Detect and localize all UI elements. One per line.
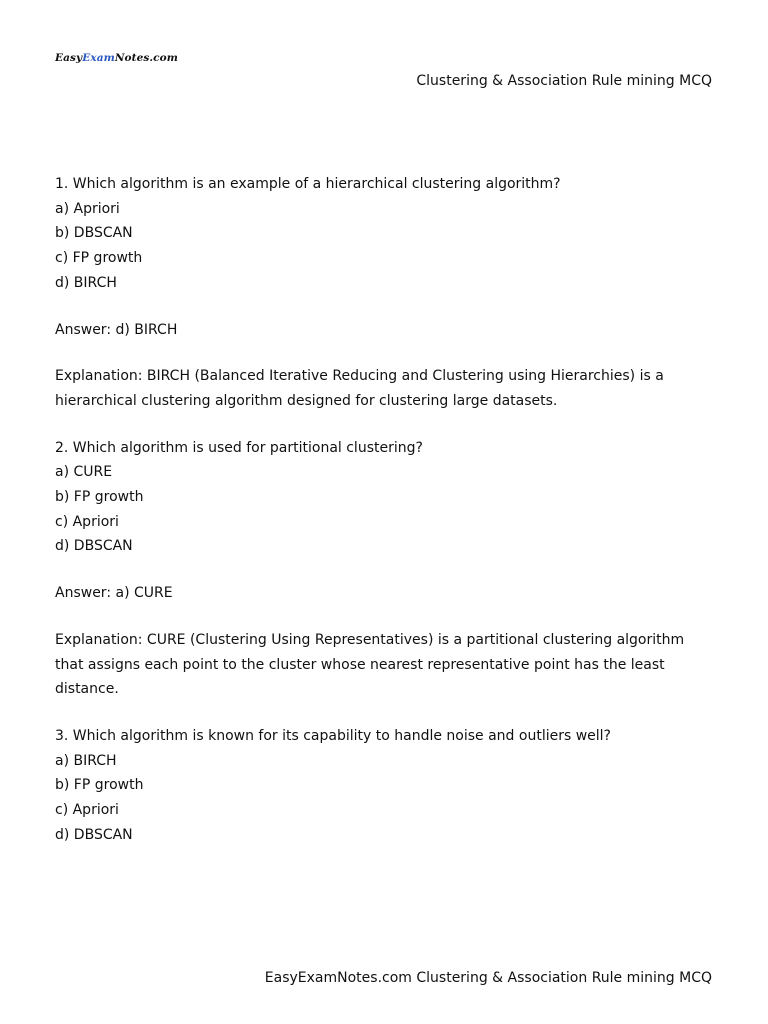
spacer [55,606,715,628]
question-2-explanation-line-1: Explanation: CURE (Clustering Using Representatives) is a partitional clustering algorithm [55,631,685,648]
question-3-option-a: a) BIRCH [55,752,117,769]
spacer [55,702,715,724]
question-3-option-b: b) FP growth [55,777,144,794]
question-3-option-d: d) DBSCAN [55,826,133,843]
question-2-option-d: d) DBSCAN [55,538,133,555]
question-1-explanation-line-1: Explanation: BIRCH (Balanced Iterative Reducing and Clustering using Hierarchies) is a [55,368,664,385]
question-3-text: 3. Which algorithm is known for its capability to handle noise and outliers well? [55,727,611,744]
question-2-option-b: b) FP growth [55,489,144,506]
question-2-explanation-line-2: that assigns each point to the cluster whose nearest representative point has the least [55,656,665,673]
logo-part-exam: Exam [82,52,115,64]
question-1-option-c: c) FP growth [55,250,143,267]
question-1-option-a: a) Apriori [55,200,120,217]
spacer [55,342,715,364]
question-1-option-b: b) DBSCAN [55,225,133,242]
spacer [55,559,715,581]
logo-part-easy: Easy [55,52,83,64]
question-3-option-c: c) Apriori [55,802,119,819]
question-1-option-d: d) BIRCH [55,274,117,291]
spacer [55,296,715,318]
page-footer: EasyExamNotes.com Clustering & Association Rule mining MCQ [264,970,712,986]
question-1-explanation-line-2: hierarchical clustering algorithm designed for clustering large datasets. [55,392,558,409]
question-2-option-c: c) Apriori [55,513,119,530]
site-logo [55,52,178,64]
question-2-option-a: a) CURE [55,464,113,481]
question-1-text: 1. Which algorithm is an example of a hierarchical clustering algorithm? [55,176,561,192]
question-2-explanation-line-3: distance. [55,681,119,698]
mcq-content [55,172,715,847]
page-header-title: Clustering & Association Rule mining MCQ [416,73,712,89]
question-1-answer: Answer: d) BIRCH [55,321,178,338]
question-2-answer: Answer: a) CURE [55,585,173,602]
logo-part-notes: Notes.com [114,52,178,64]
question-2-text: 2. Which algorithm is used for partitional clustering? [55,439,423,456]
spacer [55,414,715,436]
